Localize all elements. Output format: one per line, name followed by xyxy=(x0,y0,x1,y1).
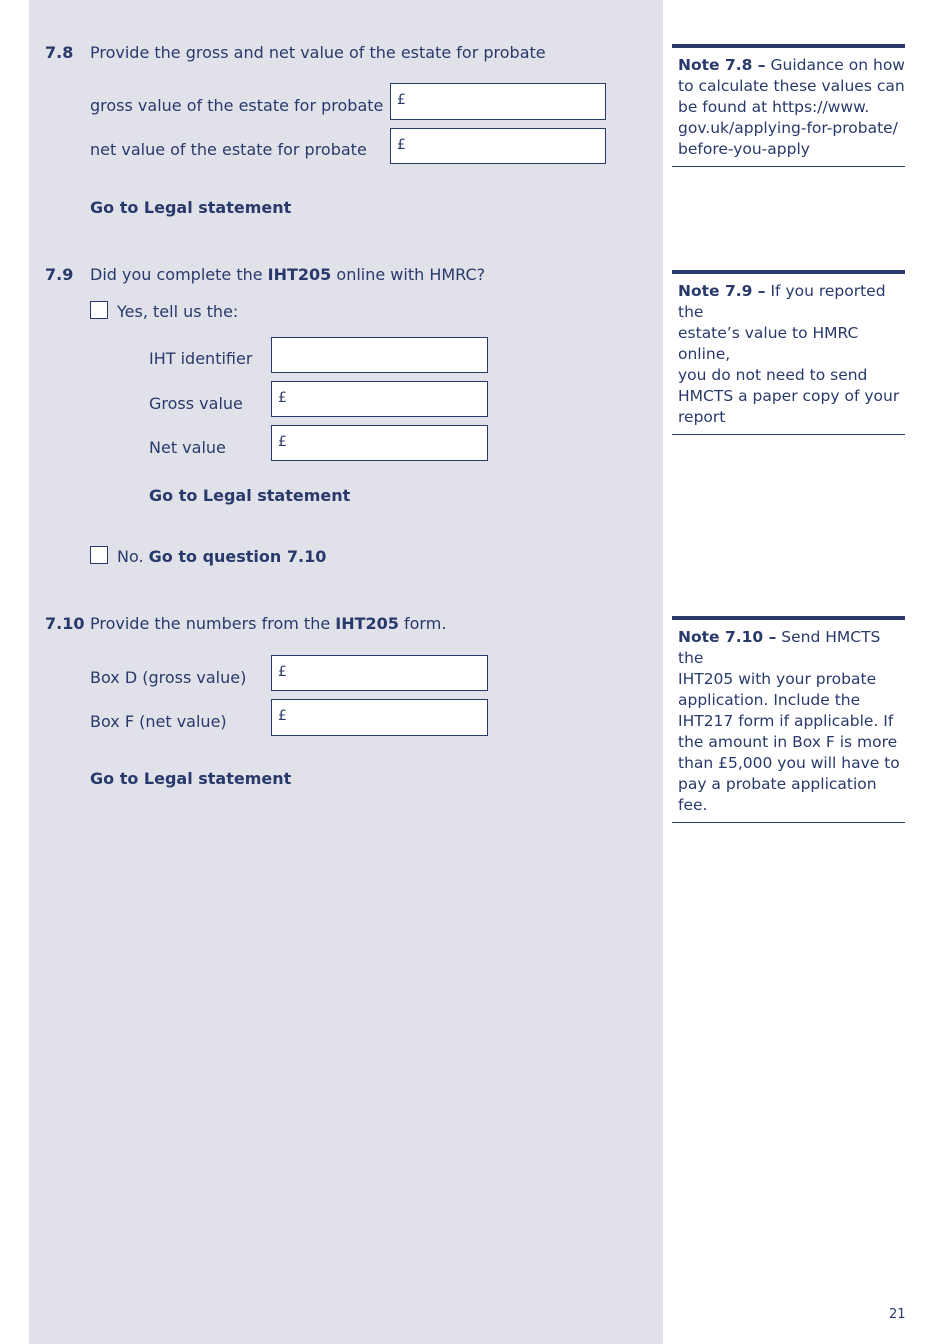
yes-checkbox-label: Yes, tell us the: xyxy=(117,302,239,321)
go-to-legal-statement-7-9: Go to Legal statement xyxy=(149,486,351,505)
iht-identifier-label: IHT identifier xyxy=(149,349,253,368)
question-text-7-10: Provide the numbers from the IHT205 form. xyxy=(90,614,447,633)
question-text-7-8: Provide the gross and net value of the estate for probate xyxy=(90,43,546,62)
no-checkbox-label: No. Go to question 7.10 xyxy=(117,547,327,566)
box-d-input[interactable] xyxy=(271,655,488,691)
currency-symbol: £ xyxy=(397,137,406,153)
gross-value-label: Gross value xyxy=(149,394,243,413)
net-value-estate-input[interactable] xyxy=(390,128,606,164)
currency-symbol: £ xyxy=(278,434,287,450)
net-value-estate-label: net value of the estate for probate xyxy=(90,140,367,159)
currency-symbol: £ xyxy=(278,390,287,406)
currency-symbol: £ xyxy=(397,92,406,108)
go-to-legal-statement-7-8: Go to Legal statement xyxy=(90,198,292,217)
currency-symbol: £ xyxy=(278,664,287,680)
box-f-label: Box F (net value) xyxy=(90,712,227,731)
no-checkbox[interactable] xyxy=(90,546,108,564)
question-number-7-9: 7.9 xyxy=(45,265,74,284)
question-number-7-10: 7.10 xyxy=(45,614,85,633)
note-7-10: Note 7.10 – Send HMCTS the IHT205 with your probate application. Include the IHT217 form if applicable. If the amount in Box F is more than £5,000 you will have to pay a probate application fee. xyxy=(672,616,905,823)
iht-identifier-input[interactable] xyxy=(271,337,488,373)
box-f-input[interactable] xyxy=(271,699,488,736)
yes-checkbox[interactable] xyxy=(90,301,108,319)
question-text-7-9: Did you complete the IHT205 online with HMRC? xyxy=(90,265,486,284)
gross-value-estate-input[interactable] xyxy=(390,83,606,120)
currency-symbol: £ xyxy=(278,708,287,724)
go-to-legal-statement-7-10: Go to Legal statement xyxy=(90,769,292,788)
gross-value-estate-label: gross value of the estate for probate xyxy=(90,96,384,115)
note-7-8: Note 7.8 – Guidance on how to calculate these values can be found at https://www. gov.uk/applying-for-probate/ before-you-apply xyxy=(672,44,905,167)
question-number-7-8: 7.8 xyxy=(45,43,74,62)
net-value-label: Net value xyxy=(149,438,226,457)
box-d-label: Box D (gross value) xyxy=(90,668,247,687)
note-7-9: Note 7.9 – If you reported the estate’s value to HMRC online, you do not need to send HMCTS a paper copy of your report xyxy=(672,270,905,435)
gross-value-input[interactable] xyxy=(271,381,488,417)
net-value-input[interactable] xyxy=(271,425,488,461)
page-number: 21 xyxy=(889,1307,906,1322)
